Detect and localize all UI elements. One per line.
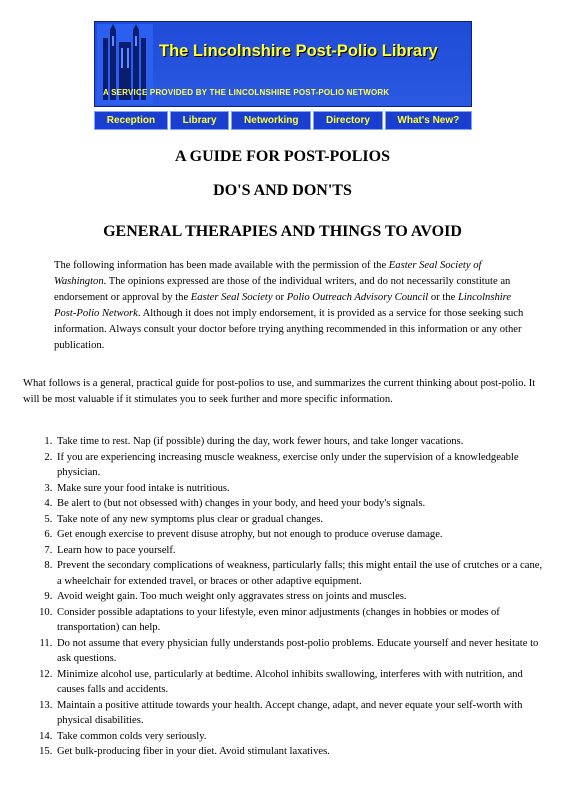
banner-subtitle: A SERVICE PROVIDED BY THE LINCOLNSHIRE POST-POLIO NETWORK — [103, 88, 390, 97]
list-item: 3. Make sure your food intake is nutritious. — [55, 481, 545, 497]
intro-disclaimer — [54, 258, 524, 354]
list-item: 11. Do not assume that every physician fully understands post-polio problems. Educate yourself and never hesitate to ask questions. — [55, 636, 545, 667]
summary-paragraph: What follows is a general, practical guide for post-polios to use, and summarizes the current thinking about post-polio. It will be most valuable if it stimulates you to seek further and more specific information. — [23, 378, 536, 405]
site-banner — [94, 21, 472, 131]
intro-text: or the — [428, 292, 458, 303]
list-item: 14. Take common colds very seriously. — [55, 729, 545, 745]
intro-text: or — [272, 292, 287, 303]
org-name: Easter Seal Society — [190, 292, 273, 303]
list-item: 9. Avoid weight gain. Too much weight only aggravates stress on joints and muscles. — [55, 589, 545, 605]
banner-header[interactable] — [94, 21, 472, 107]
list-item: 5. Take note of any new symptoms plus clear or gradual changes. — [55, 512, 545, 528]
nav-bar — [94, 111, 472, 130]
list-item: 6. Get enough exercise to prevent disuse atrophy, but not enough to produce overuse damage. — [55, 527, 545, 543]
intro-text: . Although it does not imply endorsement, it is provided as a service for those seeking such information. Always consult your doctor before trying anything recommended in this information or any other publication. — [54, 308, 524, 351]
list-item: 1. Take time to rest. Nap (if possible) during the day, work fewer hours, and take longer vacations. — [55, 434, 545, 450]
list-item: 12. Minimize alcohol use, particularly at bedtime. Alcohol inhibits swallowing, interferes with with nutrition, and causes falls and accidents. — [55, 667, 545, 698]
org-name: Lincolnshire Post-Polio Network — [54, 292, 512, 319]
intro-text: . The opinions expressed are those of the individual writers, and do not necessarily constitute an endorsement or approval by the — [54, 276, 511, 303]
nav-library[interactable]: Library — [170, 111, 229, 130]
page-title: A GUIDE FOR POST-POLIOS — [174, 148, 390, 165]
list-item: 15. Get bulk-producing fiber in your diet. Avoid stimulant laxatives. — [55, 744, 545, 760]
nav-networking[interactable]: Networking — [231, 111, 311, 130]
nav-reception[interactable]: Reception — [94, 111, 168, 130]
list-item: 10. Consider possible adaptations to your lifestyle, even minor adjustments (changes in hobbies or modes of transportation) can help. — [55, 605, 545, 636]
banner-title: The Lincolnshire Post-Polio Library — [159, 42, 438, 60]
section-heading: GENERAL THERAPIES AND THINGS TO AVOID — [103, 223, 462, 240]
list-item: 8. Prevent the secondary complications of weakness, particularly falls; this might entail the use of crutches or a cane, a wheelchair for extended travel, or braces or other adaptive equipment. — [55, 558, 545, 589]
intro-text: The following information has been made available with the permission of the — [54, 260, 389, 271]
list-item: 7. Learn how to pace yourself. — [55, 543, 545, 559]
list-item: 13. Maintain a positive attitude towards your health. Accept change, adapt, and never equate your self-worth with physical disabilities. — [55, 698, 545, 729]
page-subtitle: DO'S AND DON'TS — [213, 182, 352, 199]
nav-whats-new[interactable]: What's New? — [385, 111, 472, 130]
org-name: Polio Outreach Advisory Council — [286, 292, 429, 303]
nav-directory[interactable]: Directory — [313, 111, 382, 130]
org-name: Easter Seal Society of Washington — [54, 260, 482, 287]
list-item: 4. Be alert to (but not obsessed with) changes in your body, and heed your body's signals. — [55, 496, 545, 512]
list-item: 2. If you are experiencing increasing muscle weakness, exercise only under the supervision of a knowledgeable physician. — [55, 450, 545, 481]
guide-list — [0, 434, 545, 760]
